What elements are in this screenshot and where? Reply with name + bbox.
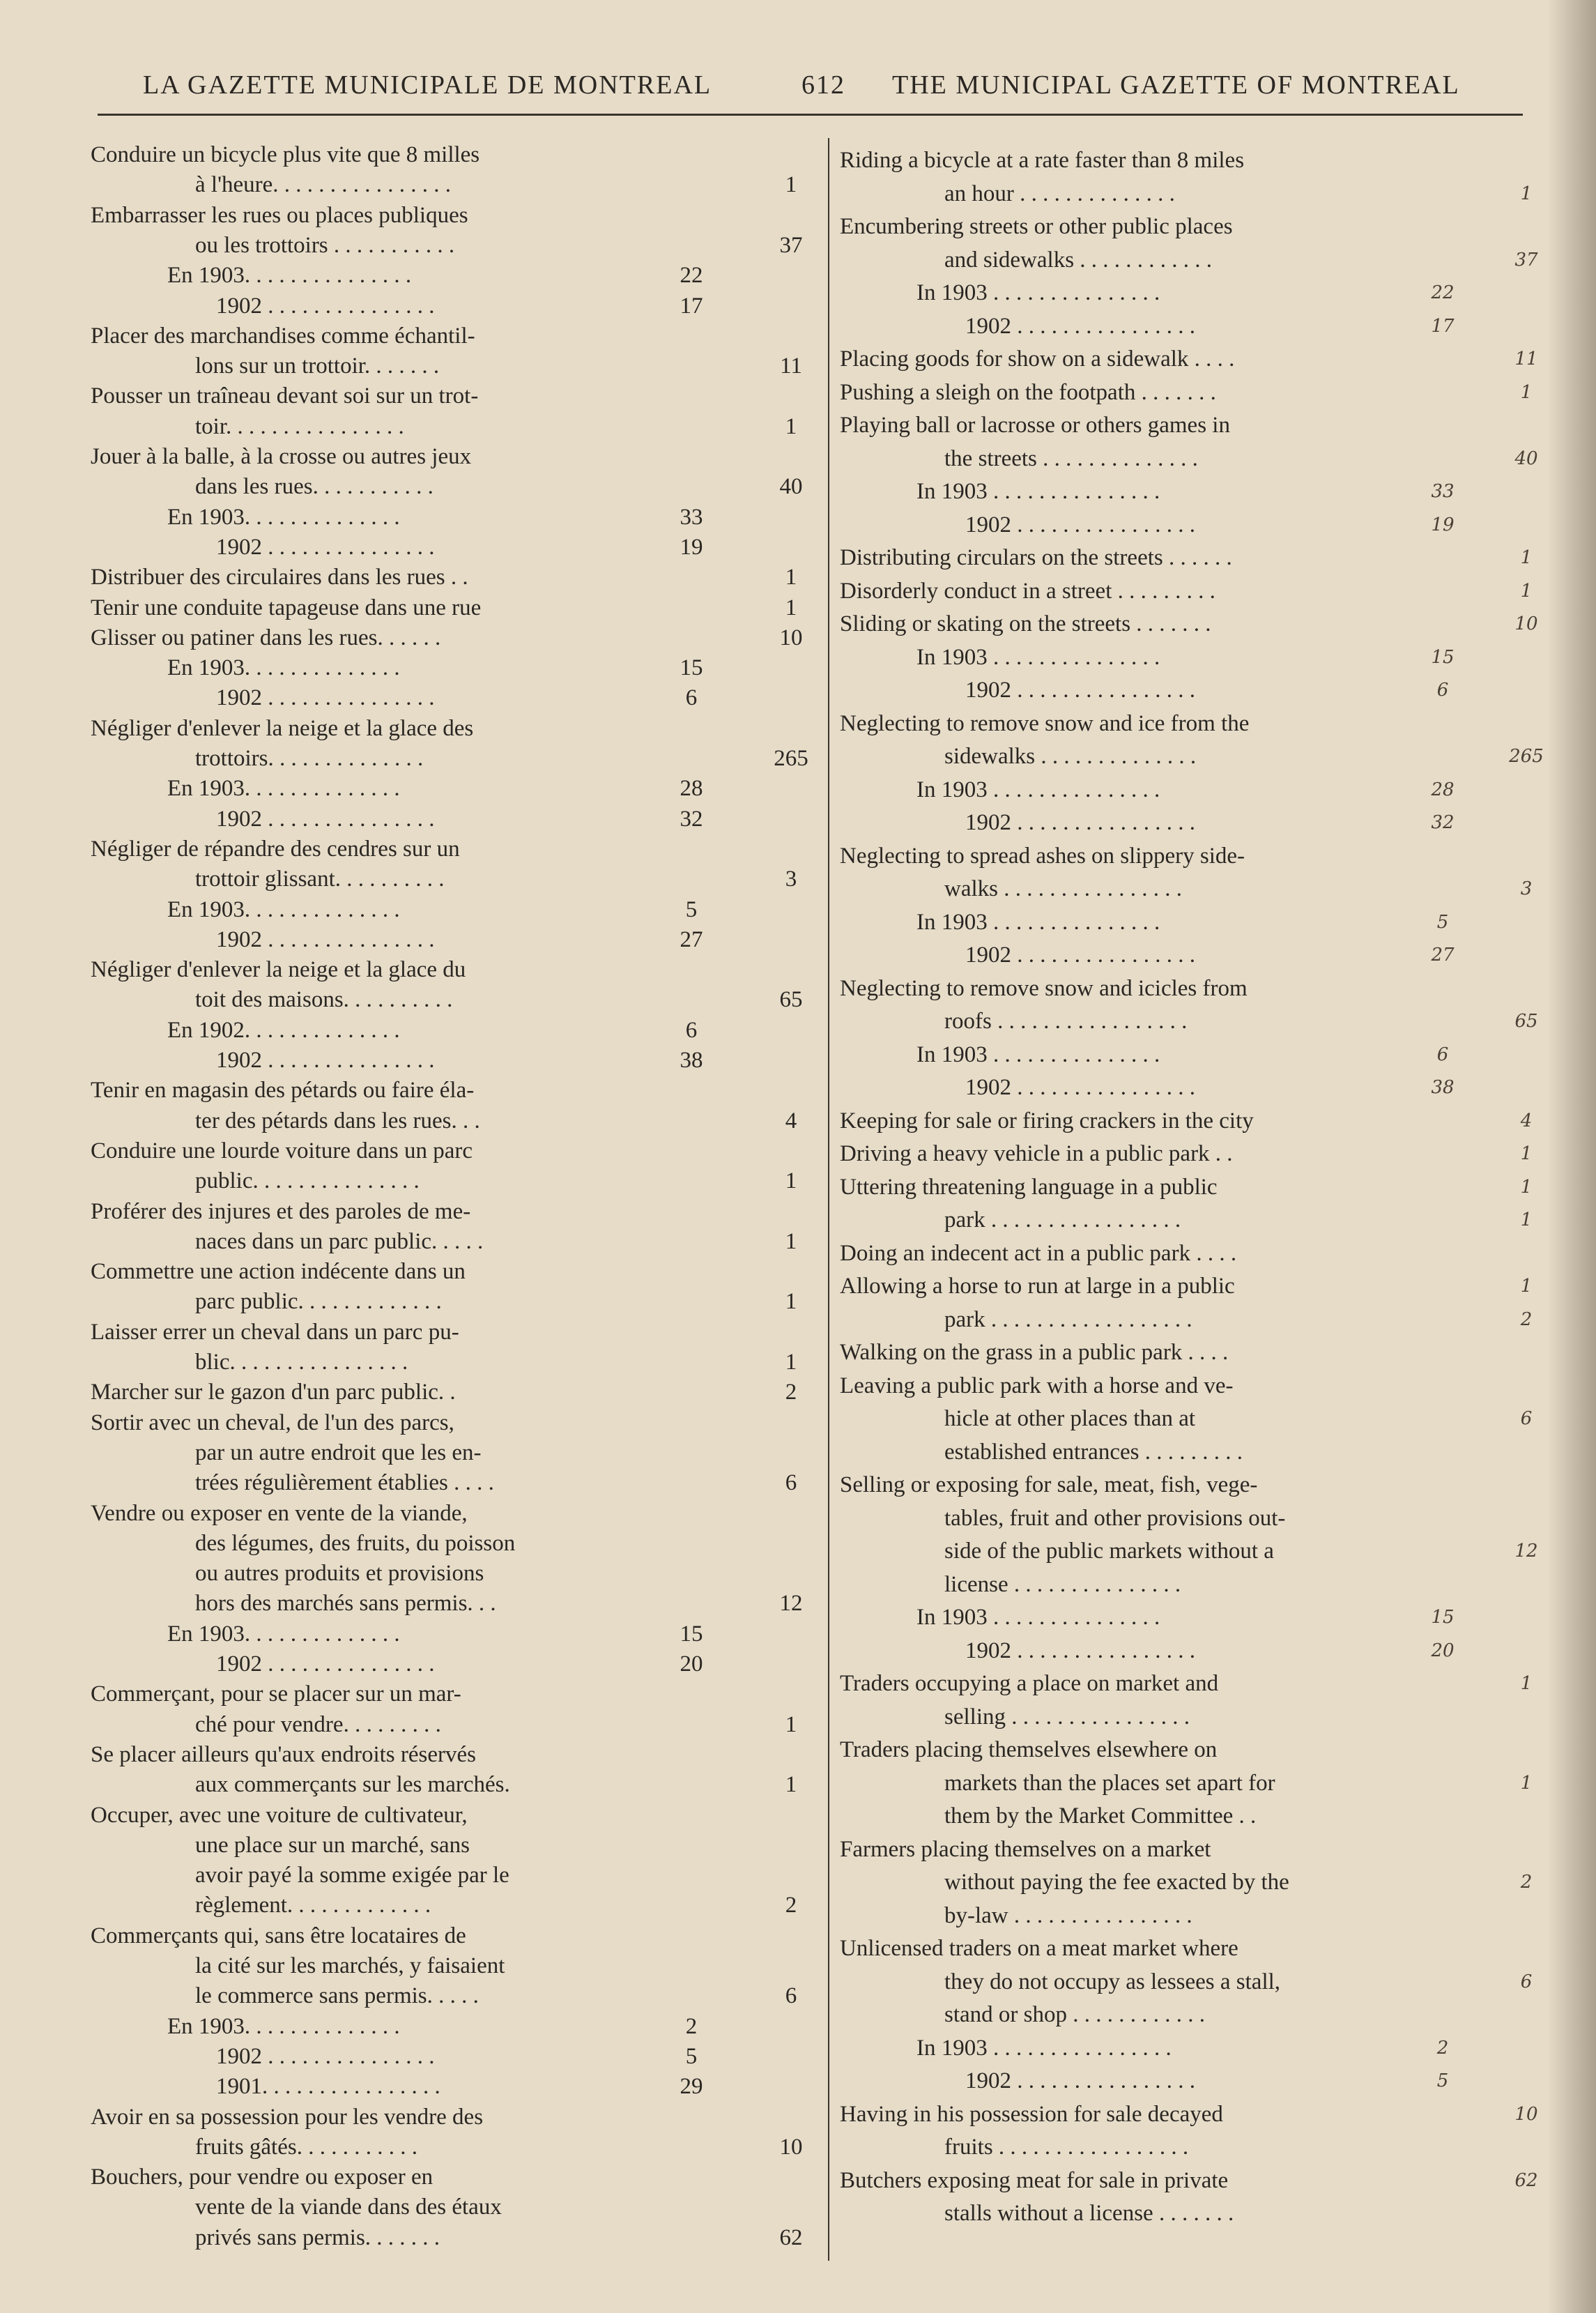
entry-line — [0, 973, 1596, 1004]
entry-text: Négliger d'enlever la neige et la glace du — [91, 957, 466, 983]
entry-text: markets than the places set apart for — [944, 1770, 1275, 1796]
entry-line — [0, 2165, 1596, 2196]
total-count: 10 — [1514, 613, 1538, 634]
entry-line — [0, 675, 1596, 705]
year-count: 33 — [680, 504, 703, 530]
entry-line — [0, 443, 1596, 474]
total-count: 2 — [1520, 1872, 1533, 1893]
entry-text: Jouer à la balle, à la crosse ou autres jeux — [91, 444, 472, 469]
entry-text: vente de la viande dans des étaux — [195, 2194, 502, 2220]
total-count: 1 — [1520, 1176, 1533, 1198]
entry-text: park . . . . . . . . . . . . . . . . . — [944, 1207, 1181, 1232]
entry-line — [0, 1172, 1596, 1203]
entry-text: Disorderly conduct in a street . . . . . . . . . — [840, 578, 1215, 604]
entry-line — [0, 907, 1596, 938]
entry-line — [0, 476, 1596, 507]
entry-text: Pousser un traîneau devant soi sur un trot- — [91, 383, 479, 409]
entry-line — [0, 2033, 1596, 2063]
total-count: 3 — [1520, 878, 1533, 899]
entry-line — [0, 1205, 1596, 1235]
entry-line — [0, 245, 1596, 275]
entry-text: In 1903 . . . . . . . . . . . . . . . — [916, 479, 1160, 504]
entry-text: ou autres produits et provisions — [195, 1561, 484, 1587]
entry-text: Glisser ou patiner dans les rues. . . . . . — [91, 625, 441, 650]
total-count: 10 — [779, 625, 803, 650]
year-count: 2 — [1436, 2037, 1449, 2059]
entry-text: Commerçant, pour se placer sur un mar- — [91, 1681, 461, 1707]
year-count: 5 — [1436, 2070, 1449, 2091]
entry-text: In 1903 . . . . . . . . . . . . . . . — [916, 777, 1160, 802]
year-count: 19 — [1431, 514, 1455, 535]
entry-line — [0, 1337, 1596, 1368]
entry-text: la cité sur les marchés, y faisaient — [195, 1953, 505, 1978]
entry-text: tables, fruit and other provisions out- — [944, 1505, 1286, 1531]
entry-text: par un autre endroit que les en- — [195, 1440, 482, 1465]
entry-text: 1902 . . . . . . . . . . . . . . . — [216, 1048, 435, 1073]
entry-text: trottoir glissant. . . . . . . . . . — [195, 867, 445, 892]
entry-text: 1902 . . . . . . . . . . . . . . . — [216, 806, 435, 832]
entry-line — [0, 1072, 1596, 1103]
year-count: 20 — [1431, 1640, 1455, 1661]
entry-text: une place sur un marché, sans — [195, 1832, 470, 1858]
entry-line — [0, 1106, 1596, 1136]
total-count: 40 — [1514, 448, 1538, 469]
entry-line — [0, 708, 1596, 739]
entry-text: hicle at other places than at — [944, 1406, 1196, 1431]
entry-text: selling . . . . . . . . . . . . . . . . — [944, 1704, 1190, 1730]
total-count: 6 — [785, 1983, 797, 2009]
year-count: 22 — [680, 263, 703, 289]
entry-text: In 1903 . . . . . . . . . . . . . . . — [916, 280, 1160, 305]
total-count: 6 — [1520, 1971, 1533, 1992]
year-count: 15 — [1431, 646, 1455, 668]
entry-text: established entrances . . . . . . . . . — [944, 1439, 1243, 1465]
total-count: 10 — [1514, 2103, 1538, 2125]
entry-text: Neglecting to remove snow and ice from the — [840, 710, 1250, 736]
year-count: 19 — [680, 534, 703, 560]
page-number: 612 — [801, 70, 845, 100]
entry-text: Neglecting to remove snow and icicles from — [840, 975, 1248, 1001]
entry-line — [0, 1702, 1596, 1732]
entry-text: En 1903. . . . . . . . . . . . . . — [167, 776, 400, 802]
year-count: 28 — [1431, 779, 1455, 800]
english-title: THE MUNICIPAL GAZETTE OF MONTREAL — [892, 70, 1460, 100]
entry-line — [0, 1635, 1596, 1666]
year-count: 6 — [685, 685, 698, 711]
year-count: 27 — [1431, 945, 1455, 965]
entry-line — [0, 1569, 1596, 1600]
year-count: 38 — [1431, 1077, 1455, 1098]
entry-text: Se placer ailleurs qu'aux endroits réservés — [91, 1741, 476, 1767]
total-count: 1 — [785, 1350, 797, 1375]
entry-text: En 1903. . . . . . . . . . . . . . — [167, 1621, 400, 1647]
total-count: 4 — [785, 1108, 797, 1133]
entry-line — [0, 211, 1596, 242]
entry-text: Uttering threatening language in a public — [840, 1174, 1218, 1200]
entry-text: and sidewalks . . . . . . . . . . . . — [944, 247, 1213, 273]
entry-line — [0, 1403, 1596, 1434]
entry-line — [0, 1933, 1596, 1964]
entry-text: Walking on the grass in a public park . . . . — [840, 1340, 1229, 1365]
entry-text: In 1903 . . . . . . . . . . . . . . . — [916, 644, 1160, 670]
entry-text: In 1903 . . . . . . . . . . . . . . . . — [916, 2035, 1172, 2061]
total-count: 1 — [1520, 547, 1533, 568]
entry-text: avoir payé la somme exigée par le — [195, 1863, 509, 1888]
entry-text: Keeping for sale or firing crackers in the city — [840, 1108, 1254, 1133]
entry-text: ter des pétards dans les rues. . . — [195, 1108, 480, 1133]
entry-line — [0, 1271, 1596, 1301]
entry-text: In 1903 . . . . . . . . . . . . . . . — [916, 1605, 1160, 1630]
entry-line — [0, 940, 1596, 970]
year-count: 15 — [680, 655, 703, 681]
entry-text: En 1903. . . . . . . . . . . . . . — [167, 504, 400, 530]
entry-text: Encumbering streets or other public places — [840, 214, 1233, 239]
total-count: 2 — [1520, 1308, 1533, 1330]
total-count: 1 — [785, 1289, 797, 1315]
year-count: 20 — [680, 1651, 703, 1677]
entry-line — [0, 410, 1596, 441]
entry-line — [0, 609, 1596, 639]
entry-line — [0, 642, 1596, 673]
entry-text: 1902 . . . . . . . . . . . . . . . . — [965, 512, 1195, 537]
entry-line — [0, 344, 1596, 374]
total-count: 6 — [785, 1470, 797, 1496]
entry-text: des légumes, des fruits, du poisson — [195, 1530, 516, 1556]
year-count: 6 — [1436, 1044, 1449, 1065]
entry-text: 1902 . . . . . . . . . . . . . . . — [216, 293, 435, 319]
year-count: 2 — [685, 2013, 698, 2039]
entry-text: Négliger d'enlever la neige et la glace des — [91, 715, 474, 741]
total-count: 1 — [785, 1711, 797, 1737]
total-count: 1 — [785, 413, 797, 439]
year-count: 5 — [685, 2043, 698, 2069]
total-count: 37 — [779, 232, 803, 258]
entry-line — [0, 1867, 1596, 1898]
entry-text: fruits gâtés. . . . . . . . . . . — [195, 2134, 417, 2160]
entry-text: 1902 . . . . . . . . . . . . . . . — [216, 926, 435, 952]
entry-line — [0, 1437, 1596, 1467]
entry-text: the streets . . . . . . . . . . . . . . — [944, 445, 1198, 471]
entry-text: toit des maisons. . . . . . . . . . — [195, 987, 453, 1013]
year-count: 32 — [680, 806, 703, 832]
entry-line — [0, 1138, 1596, 1169]
entry-line — [0, 2099, 1596, 2130]
total-count: 1 — [785, 172, 797, 198]
total-count: 265 — [774, 746, 808, 771]
total-count: 4 — [1520, 1110, 1533, 1131]
entry-text: ou les trottoirs . . . . . . . . . . . — [195, 232, 455, 258]
entry-text: Butchers exposing meat for sale in private — [840, 2167, 1229, 2193]
entry-line — [0, 1734, 1596, 1765]
entry-text: Proférer des injures et des paroles de me- — [91, 1198, 471, 1224]
year-count: 6 — [685, 1017, 698, 1043]
entry-line — [0, 1006, 1596, 1037]
entry-text: à l'heure. . . . . . . . . . . . . . . . — [195, 172, 452, 198]
total-count: 62 — [1514, 2169, 1538, 2191]
entry-text: by-law . . . . . . . . . . . . . . . . — [944, 1902, 1192, 1928]
total-count: 1 — [1520, 1772, 1533, 1794]
entry-text: fruits . . . . . . . . . . . . . . . . . — [944, 2135, 1189, 2160]
entry-text: 1902 . . . . . . . . . . . . . . . — [216, 1651, 435, 1677]
entry-text: without paying the fee exacted by the — [944, 1870, 1289, 1895]
total-count: 1 — [1520, 580, 1533, 602]
entry-text: aux commerçants sur les marchés. — [195, 1772, 510, 1798]
entry-line — [0, 1834, 1596, 1865]
entry-line — [0, 2066, 1596, 2096]
entry-line — [0, 1967, 1596, 1997]
total-count: 11 — [780, 353, 802, 379]
entry-text: Laisser errer un cheval dans un parc pu- — [91, 1319, 459, 1345]
total-count: 1 — [785, 1228, 797, 1254]
entry-text: Commettre une action indécente dans un — [91, 1259, 466, 1285]
year-count: 15 — [1431, 1607, 1455, 1628]
year-count: 5 — [1436, 911, 1449, 933]
entry-text: parc public. . . . . . . . . . . . . — [195, 1289, 442, 1315]
entry-text: Conduire un bicycle plus vite que 8 milles — [91, 142, 480, 167]
entry-text: 1902 . . . . . . . . . . . . . . . . — [965, 2068, 1195, 2093]
entry-text: lons sur un trottoir. . . . . . . — [195, 353, 440, 379]
entry-line — [0, 2132, 1596, 2162]
entry-text: En 1902. . . . . . . . . . . . . . — [167, 1017, 400, 1043]
entry-text: blic. . . . . . . . . . . . . . . . — [195, 1350, 408, 1375]
total-count: 1 — [1520, 1673, 1533, 1694]
entry-text: Tenir une conduite tapageuse dans une rue — [91, 595, 482, 620]
entry-text: En 1903. . . . . . . . . . . . . . — [167, 655, 400, 681]
total-count: 2 — [785, 1893, 797, 1918]
entry-text: Driving a heavy vehicle in a public park . . — [840, 1141, 1233, 1166]
entry-line — [0, 1668, 1596, 1699]
entry-line — [0, 1039, 1596, 1070]
entry-text: Bouchers, pour vendre ou exposer en — [91, 2165, 433, 2190]
entry-text: Neglecting to spread ashes on slippery side- — [840, 843, 1245, 869]
entry-text: Doing an indecent act in a public park . . . . — [840, 1240, 1237, 1266]
total-count: 265 — [1509, 746, 1544, 767]
entry-line — [0, 576, 1596, 606]
entry-line — [0, 510, 1596, 540]
entry-text: Sortir avec un cheval, de l'un des parcs, — [91, 1410, 454, 1435]
year-count: 5 — [685, 896, 698, 922]
entry-text: stalls without a license . . . . . . . — [944, 2201, 1234, 2226]
entry-text: Playing ball or lacrosse or others games in — [840, 413, 1230, 438]
entry-text: side of the public markets without a — [944, 1539, 1274, 1564]
total-count: 6 — [1520, 1408, 1533, 1429]
entry-text: trottoirs. . . . . . . . . . . . . . — [195, 746, 424, 771]
total-count: 1 — [1520, 381, 1533, 403]
entry-text: hors des marchés sans permis. . . — [195, 1591, 496, 1617]
entry-text: sidewalks . . . . . . . . . . . . . . — [944, 744, 1197, 769]
year-count: 17 — [1431, 315, 1455, 337]
entry-text: they do not occupy as lessees a stall, — [944, 1969, 1281, 1994]
entry-text: public. . . . . . . . . . . . . . . — [195, 1168, 420, 1194]
entry-line — [0, 873, 1596, 904]
entry-text: naces dans un parc public. . . . . — [195, 1228, 484, 1254]
entry-text: trées régulièrement établies . . . . — [195, 1470, 494, 1496]
entry-text: Avoir en sa possession pour les vendre des — [91, 2104, 484, 2130]
year-count: 29 — [680, 2074, 703, 2100]
entry-text: toir. . . . . . . . . . . . . . . . — [195, 413, 404, 439]
entry-text: them by the Market Committee . . — [944, 1803, 1257, 1829]
entry-text: Placing goods for show on a sidewalk . . . . — [840, 346, 1235, 372]
entry-text: In 1903 . . . . . . . . . . . . . . . — [916, 1041, 1160, 1067]
entry-text: Placer des marchandises comme échantil- — [91, 323, 475, 349]
entry-text: Unlicensed traders on a meat market where — [840, 1936, 1238, 1961]
total-count: 1 — [785, 1168, 797, 1194]
entry-text: Conduire une lourde voiture dans un parc — [91, 1138, 473, 1163]
entry-text: 1902 . . . . . . . . . . . . . . . . — [965, 1075, 1195, 1100]
entry-text: règlement. . . . . . . . . . . . . — [195, 1893, 431, 1918]
entry-line — [0, 774, 1596, 805]
entry-line — [0, 2198, 1596, 2229]
year-count: 17 — [680, 293, 703, 319]
total-count: 40 — [779, 474, 803, 500]
entry-text: dans les rues. . . . . . . . . . . — [195, 474, 433, 500]
entry-text: stand or shop . . . . . . . . . . . . — [944, 2002, 1205, 2027]
entry-text: 1902 . . . . . . . . . . . . . . . — [216, 685, 435, 711]
entry-text: Occuper, avec une voiture de cultivateur, — [91, 1802, 468, 1828]
year-count: 38 — [680, 1048, 703, 1073]
entry-line — [0, 1503, 1596, 1534]
entry-line — [0, 178, 1596, 209]
entry-text: 1902 . . . . . . . . . . . . . . . . — [965, 942, 1195, 968]
year-count: 28 — [680, 776, 703, 802]
entry-text: 1902 . . . . . . . . . . . . . . . . — [965, 1638, 1195, 1663]
entry-text: ché pour vendre. . . . . . . . . — [195, 1711, 441, 1737]
entry-text: privés sans permis. . . . . . . — [195, 2224, 440, 2250]
entry-text: Sliding or skating on the streets . . . . . . . — [840, 611, 1211, 636]
total-count: 37 — [1514, 249, 1538, 270]
entry-line — [0, 1536, 1596, 1566]
total-count: 1 — [1520, 1276, 1533, 1297]
total-count: 65 — [779, 987, 803, 1013]
entry-text: Having in his possession for sale decayed — [840, 2101, 1223, 2127]
entry-text: an hour . . . . . . . . . . . . . . — [944, 181, 1175, 206]
entry-line — [0, 807, 1596, 838]
entry-text: Commerçants qui, sans être locataires de — [91, 1923, 466, 1948]
entry-line — [0, 1602, 1596, 1633]
year-count: 6 — [1436, 680, 1449, 701]
entry-text: Traders occupying a place on market and — [840, 1671, 1219, 1696]
year-count: 32 — [1431, 812, 1455, 833]
total-count: 1 — [1520, 1143, 1533, 1164]
entry-text: Traders placing themselves elsewhere on — [840, 1737, 1218, 1762]
entry-line — [0, 841, 1596, 871]
total-count: 3 — [785, 867, 797, 892]
entry-line — [0, 145, 1596, 176]
year-count: 22 — [1431, 282, 1455, 303]
entry-line — [0, 377, 1596, 408]
entry-text: Pushing a sleigh on the footpath . . . . . . . — [840, 379, 1216, 405]
total-count: 65 — [1514, 1011, 1538, 1032]
entry-text: Riding a bicycle at a rate faster than 8 miles — [840, 148, 1245, 173]
entry-text: roofs . . . . . . . . . . . . . . . . . — [944, 1009, 1188, 1034]
total-count: 2 — [785, 1380, 797, 1405]
entry-text: Marcher sur le gazon d'un parc public. . — [91, 1380, 456, 1405]
entry-text: En 1903. . . . . . . . . . . . . . — [167, 2013, 400, 2039]
entry-text: 1901. . . . . . . . . . . . . . . . — [216, 2074, 440, 2100]
entry-text: 1902 . . . . . . . . . . . . . . . . — [965, 678, 1195, 703]
total-count: 1 — [1520, 183, 1533, 204]
entry-text: Embarrasser les rues ou places publiques — [91, 202, 468, 228]
entry-text: Farmers placing themselves on a market — [840, 1836, 1211, 1862]
total-count: 1 — [785, 1772, 797, 1798]
total-count: 62 — [779, 2224, 803, 2250]
entry-line — [0, 1304, 1596, 1335]
entry-text: park . . . . . . . . . . . . . . . . . . — [944, 1306, 1192, 1332]
year-count: 27 — [680, 926, 703, 952]
entry-text: 1902 . . . . . . . . . . . . . . . — [216, 534, 435, 560]
total-count: 1 — [785, 595, 797, 620]
year-count: 33 — [1431, 481, 1455, 502]
entry-line — [0, 741, 1596, 772]
entry-text: En 1903. . . . . . . . . . . . . . . — [167, 263, 412, 289]
total-count: 11 — [1514, 349, 1538, 369]
entry-line — [0, 1900, 1596, 1931]
entry-text: En 1903. . . . . . . . . . . . . . — [167, 896, 400, 922]
entry-line — [0, 542, 1596, 573]
entry-text: Allowing a horse to run at large in a public — [840, 1274, 1235, 1299]
entry-text: Selling or exposing for sale, meat, fish, vege- — [840, 1472, 1258, 1497]
total-count: 12 — [1514, 1541, 1538, 1562]
year-count: 15 — [680, 1621, 703, 1647]
entry-text: Négliger de répandre des cendres sur un — [91, 836, 460, 862]
entry-text: walks . . . . . . . . . . . . . . . . — [944, 876, 1182, 901]
french-title: LA GAZETTE MUNICIPALE DE MONTREAL — [143, 70, 712, 100]
total-count: 12 — [779, 1591, 803, 1617]
entry-line — [0, 1801, 1596, 1831]
entry-text: Distribuer des circulaires dans les rues . . — [91, 565, 468, 590]
entry-line — [0, 311, 1596, 342]
total-count: 1 — [1520, 1209, 1533, 1230]
entry-text: le commerce sans permis. . . . . — [195, 1983, 479, 2009]
entry-line — [0, 1470, 1596, 1500]
entry-line — [0, 1371, 1596, 1401]
entry-text: 1902 . . . . . . . . . . . . . . . — [216, 2043, 435, 2069]
entry-text: 1902 . . . . . . . . . . . . . . . . — [965, 810, 1195, 835]
total-count: 1 — [785, 565, 797, 590]
total-count: 10 — [779, 2134, 803, 2160]
entry-line — [0, 1238, 1596, 1269]
entry-text: Distributing circulars on the streets . . . . . . — [840, 545, 1232, 570]
entry-text: Vendre ou exposer en vente de la viande, — [91, 1500, 468, 1526]
entry-text: Leaving a public park with a horse and ve- — [840, 1373, 1234, 1398]
entry-text: Tenir en magasin des pétards ou faire éla- — [91, 1078, 475, 1104]
entry-text: 1902 . . . . . . . . . . . . . . . . — [965, 313, 1195, 339]
entry-line — [0, 1768, 1596, 1799]
entry-line — [0, 1999, 1596, 2030]
entry-text: In 1903 . . . . . . . . . . . . . . . — [916, 909, 1160, 935]
entry-text: license . . . . . . . . . . . . . . . — [944, 1571, 1181, 1597]
entry-line — [0, 277, 1596, 308]
